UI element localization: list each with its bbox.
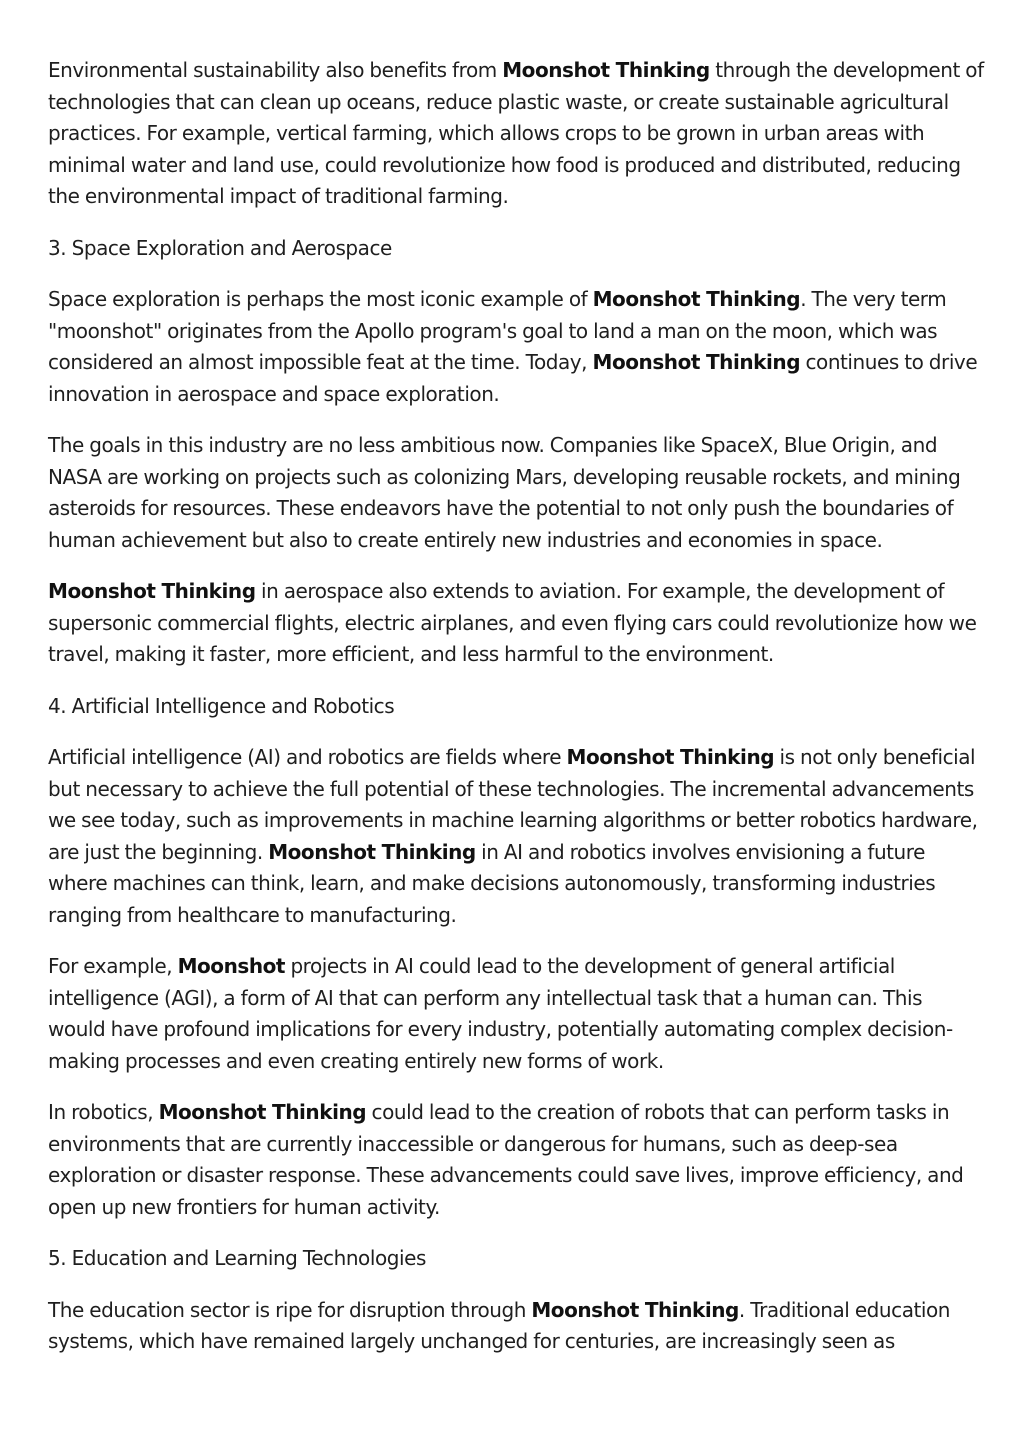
text-run: In robotics,: [48, 1100, 159, 1124]
body-paragraph: [48, 55, 984, 213]
bold-term: Moonshot Thinking: [268, 839, 476, 864]
bold-term: Moonshot Thinking: [502, 58, 710, 82]
text-run: Space exploration is perhaps the most iconic example of: [48, 287, 593, 311]
text-run: is not only beneficial but necessary to achieve the full potential of these technologies. The incremental advancements we see today, such as improvements in machine learning algorithms or better robotics hardware, are just the beginning.: [48, 745, 978, 864]
bold-term: Moonshot Thinking: [158, 1100, 367, 1124]
text-run: in AI and robotics involves envisioning a future where machines can think, learn, and make decisions autonomously, transforming industries ranging from healthcare to manufacturing.: [48, 839, 936, 927]
bold-term: Moonshot Thinking: [592, 287, 801, 311]
body-paragraph: [48, 1097, 984, 1223]
text-run: The goals in this industry are no less ambitious now. Companies like SpaceX, Blue Origin, and NASA are working on projects such as colonizing Mars, developing reusable rockets, and mining asteroids for resources. These endeavors have the potential to not only push the boundaries of human achievement but also to create entirely new industries and economies in space.: [48, 433, 961, 552]
text-run: . The very term "moonshot" originates from the Apollo program's goal to land a man on the moon, which was considered an almost impossible feat at the time. Today,: [48, 287, 947, 374]
body-paragraph: [48, 284, 984, 410]
text-run: projects in AI could lead to the development of general artificial intelligence (AGI), a form of AI that can perform any intellectual task that a human can. This would have profound implications for every industry, potentially automating complex decision-making processes and even creating entirely new forms of work.: [48, 954, 953, 1073]
bold-term: Moonshot Thinking: [48, 579, 256, 603]
section-heading: [48, 1243, 984, 1275]
text-run: For example,: [48, 954, 178, 978]
text-run: Environmental sustainability also benefits from: [48, 58, 503, 82]
body-paragraph: [48, 1295, 984, 1358]
bold-term: Moonshot Thinking: [531, 1297, 739, 1322]
text-run: 4. Artificial Intelligence and Robotics: [48, 693, 395, 718]
bold-term: Moonshot Thinking: [592, 350, 801, 374]
body-paragraph: [48, 742, 984, 931]
text-run: through the development of technologies that can clean up oceans, reduce plastic waste, or create sustainable agricultural practices. For example, vertical farming, which allows crops to be grown in urban areas with minimal water and land use, could revolutionize how food is produced and distributed, reducing the environmental impact of traditional farming.: [48, 58, 984, 208]
text-run: The education sector is ripe for disruption through: [48, 1297, 532, 1322]
body-paragraph: [48, 576, 984, 671]
section-heading: [48, 691, 984, 723]
section-heading: [48, 233, 984, 265]
text-run: in aerospace also extends to aviation. For example, the development of supersonic commercial flights, electric airplanes, and even flying cars could revolutionize how we travel, making it faster, more efficient, and less harmful to the environment.: [48, 579, 977, 666]
bold-term: Moonshot: [177, 954, 286, 978]
body-paragraph: [48, 951, 984, 1077]
text-run: continues to drive innovation in aerospace and space exploration.: [48, 350, 978, 406]
text-run: . Traditional education systems, which have remained largely unchanged for centuries, are increasingly seen as: [48, 1297, 951, 1353]
text-run: 3. Space Exploration and Aerospace: [48, 235, 392, 260]
text-run: Artificial intelligence (AI) and robotics are fields where: [48, 745, 567, 769]
text-run: could lead to the creation of robots that can perform tasks in environments that are currently inaccessible or dangerous for humans, such as deep-sea exploration or disaster response. These advancements could save lives, improve efficiency, and open up new frontiers for human activity.: [48, 1100, 964, 1219]
body-paragraph: [48, 430, 984, 556]
bold-term: Moonshot Thinking: [566, 745, 775, 769]
text-run: 5. Education and Learning Technologies: [48, 1246, 426, 1270]
